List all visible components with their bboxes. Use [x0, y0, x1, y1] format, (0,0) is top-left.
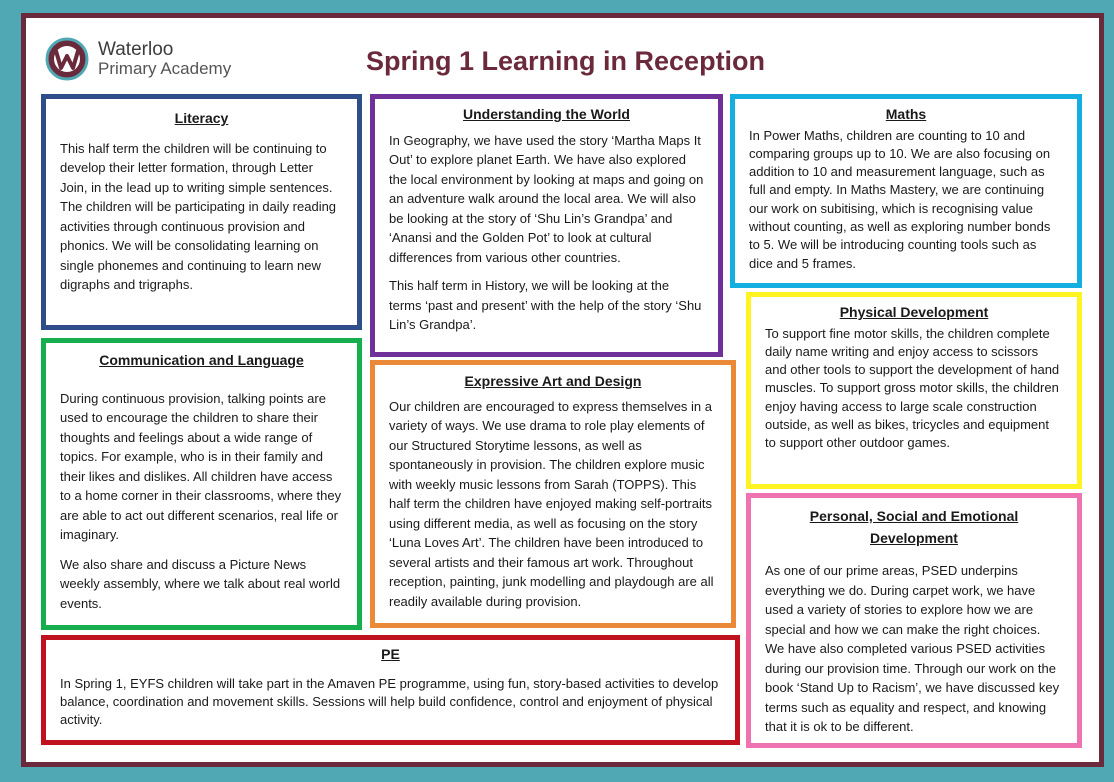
physical-development-heading: Physical Development: [839, 304, 989, 320]
pe-panel: [41, 635, 740, 745]
understanding-world-panel: [370, 94, 723, 357]
expressive-art-text: Our children are encouraged to express themselves in a variety of ways. We use drama to role play elements of our Structured Storytime lessons, as well as spontaneously in provision. The children explore music with weekly music lessons from Sarah (TOPPS). This half term the children have enjoyed making self-portraits using different media, as well as focusing on the story ‘Luna Loves Art’. The children have been introduced to several artists and their famous art work. Throughout reception, painting, junk modelling and playdough are all readily available during provision.: [389, 398, 714, 609]
physical-development-text: To support fine motor skills, the children complete daily name writing and enjoy access to scissors and other tools to support the development of hand muscles. To support gross motor skills, the children enjoy having access to large scale construction outside, as well as bikes, tricycles and equipment to support other outdoor games.: [765, 325, 1060, 451]
logo-subtitle: Primary Academy: [98, 59, 232, 79]
psed-text: As one of our prime areas, PSED underpins everything we do. During carpet work, we have used a variety of stories to explore how we are special and how we can make the right choices. We have also completed various PSED activities during our provision time. Through our work on the book ‘Stand Up to Racism’, we have discussed key terms such as equality and respect, and knowing that it is ok to be different.: [765, 563, 1060, 734]
pe-heading: PE: [381, 646, 400, 662]
literacy-text: This half term the children will be continuing to develop their letter formation, through Letter Join, in the lead up to writing simple sentences. The children will be participating in daily reading activities through continuous provision and phonics. We will be consolidating learning on single phonemes and continuing to learn new digraphs and trigraphs.: [60, 140, 337, 293]
communication-language-panel: [41, 338, 362, 630]
literacy-heading: Literacy: [174, 110, 229, 126]
psed-panel: [746, 493, 1082, 748]
understanding-world-text-geography: In Geography, we have used the story ‘Martha Maps It Out’ to explore planet Earth. We have also explored the local environment by looking at maps and going on an adventure walk around the local area. We will also be looking at the story of ‘Shu Lin’s Grandpa’ and ‘Anansi and the Golden Pot’ to look at cultural differences from various other countries.: [389, 132, 704, 265]
literacy-panel: [41, 94, 362, 330]
understanding-world-text-history: This half term in History, we will be looking at the terms ‘past and present’ with the help of the story ‘Shu Lin’s Grandpa’.: [389, 278, 702, 333]
logo-name: Waterloo: [98, 39, 174, 61]
expressive-art-panel: [370, 360, 736, 628]
understanding-world-heading: Understanding the World: [463, 106, 630, 122]
expressive-art-heading: Expressive Art and Design: [464, 373, 642, 389]
communication-language-text: During continuous provision, talking points are used to encourage the children to share their thoughts and feelings about a wide range of topics. For example, who is in their family and their likes and dislikes. All children have access to a home corner in their classrooms, where they are able to act out different scenarios, real life or imaginary.: [60, 390, 342, 543]
communication-language-heading: Communication and Language: [99, 352, 304, 368]
page-title: Spring 1 Learning in Reception: [366, 46, 766, 76]
school-logo: [44, 34, 231, 84]
communication-language-text-news: We also share and discuss a Picture News weekly assembly, where we talk about real world events.: [60, 556, 341, 611]
maths-panel: [730, 94, 1082, 288]
physical-development-panel: [746, 292, 1082, 489]
psed-heading: Personal, Social and Emotional Development: [809, 508, 1019, 546]
pe-text: In Spring 1, EYFS children will take part in the Amaven PE programme, using fun, story-based activities to develop balance, coordination and movement skills. Sessions will help build confidence, control and enjoyment of physical activity.: [60, 675, 719, 727]
maths-heading: Maths: [885, 106, 927, 122]
poster-frame: [21, 13, 1104, 767]
poster-canvas: [26, 18, 1099, 762]
waterloo-logo-icon: [44, 36, 90, 82]
maths-text: In Power Maths, children are counting to 10 and comparing groups up to 10. We are also focusing on addition to 10 and measurement language, such as full and empty. In Maths Mastery, we are continuing our work on subitising, which is recognising value without counting, as well as exploring number bonds to 5. We will be introducing counting tools such as dice and 5 frames.: [749, 127, 1051, 271]
